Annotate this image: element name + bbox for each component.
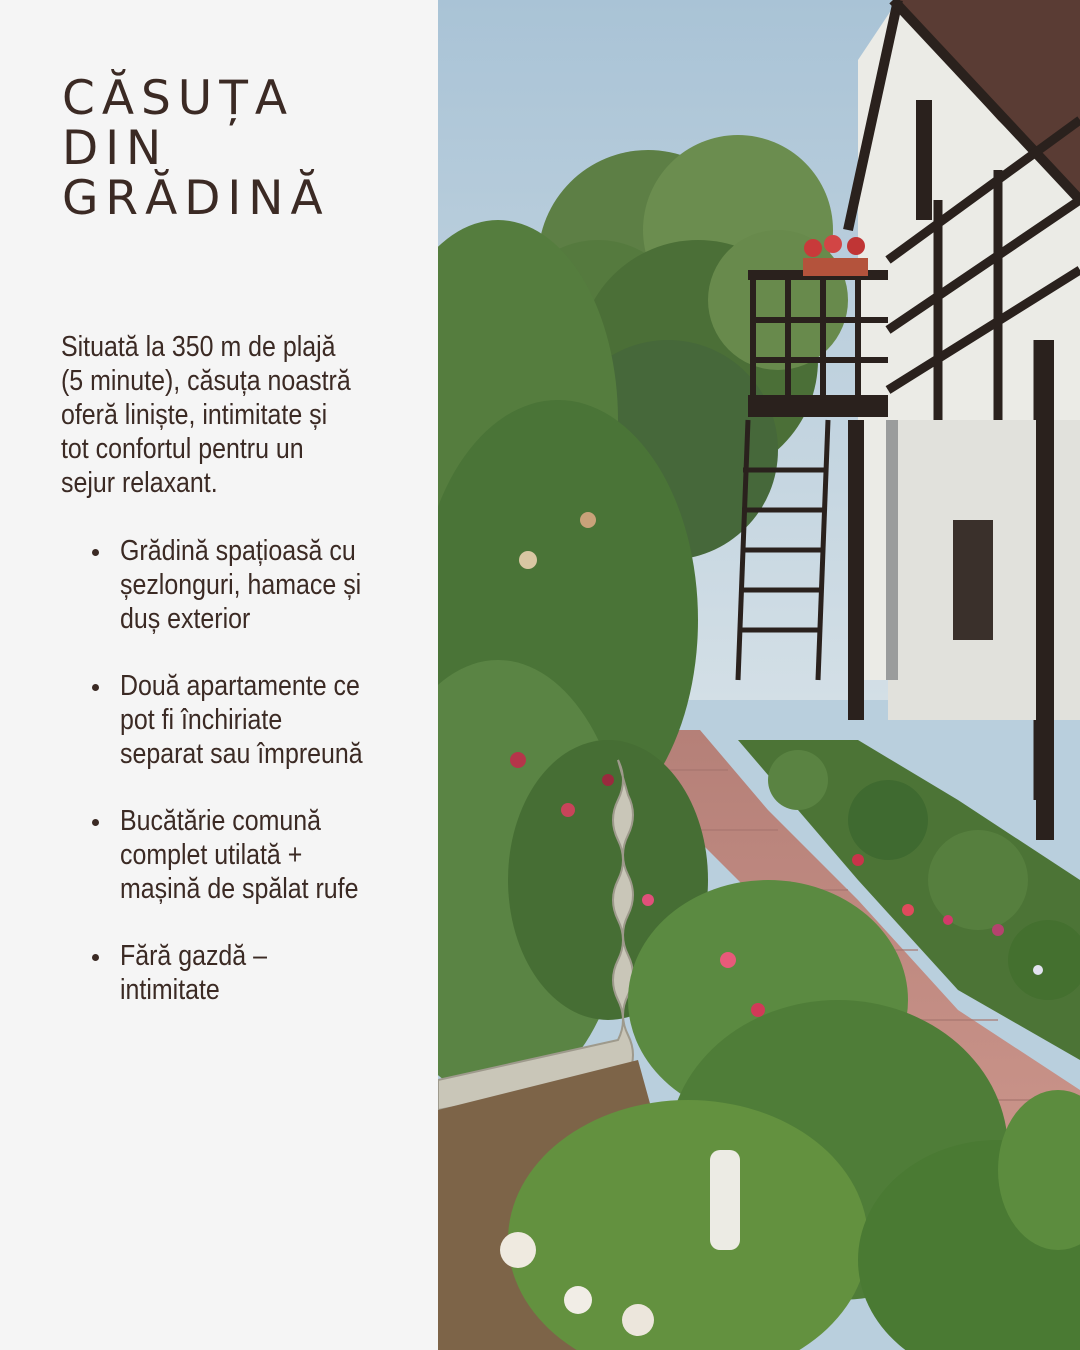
feature-item: [92, 669, 402, 771]
bullet-icon: [92, 684, 99, 691]
feature-list: [92, 534, 402, 1040]
intro-paragraph: Situată la 350 m de plajă (5 minute), căsuța noastră oferă liniște, intimitate și tot confortul pentru un sejur relaxant.: [61, 331, 351, 499]
title-line-2: DIN: [62, 121, 169, 176]
feature-item: [92, 804, 402, 906]
bullet-icon: [92, 954, 99, 961]
bullet-icon: [92, 549, 99, 556]
feature-text: Grădină spațioasă cu șezlonguri, hamace și duș exterior: [120, 535, 362, 635]
text-panel: [0, 0, 438, 1350]
garden-house-photo: [438, 0, 1080, 1350]
feature-item: [92, 534, 402, 636]
bullet-icon: [92, 819, 99, 826]
feature-item: [92, 939, 402, 1007]
title-line-3: GRĂDINĂ: [62, 171, 330, 226]
title-line-1: CĂSUȚA: [62, 71, 295, 126]
feature-text: Bucătărie comună complet utilată + mașină de spălat rufe: [120, 805, 359, 905]
page-title: [62, 71, 432, 226]
feature-text: Fără gazdă – intimitate: [120, 940, 267, 1006]
feature-text: Două apartamente ce pot fi închiriate separat sau împreună: [120, 670, 363, 770]
